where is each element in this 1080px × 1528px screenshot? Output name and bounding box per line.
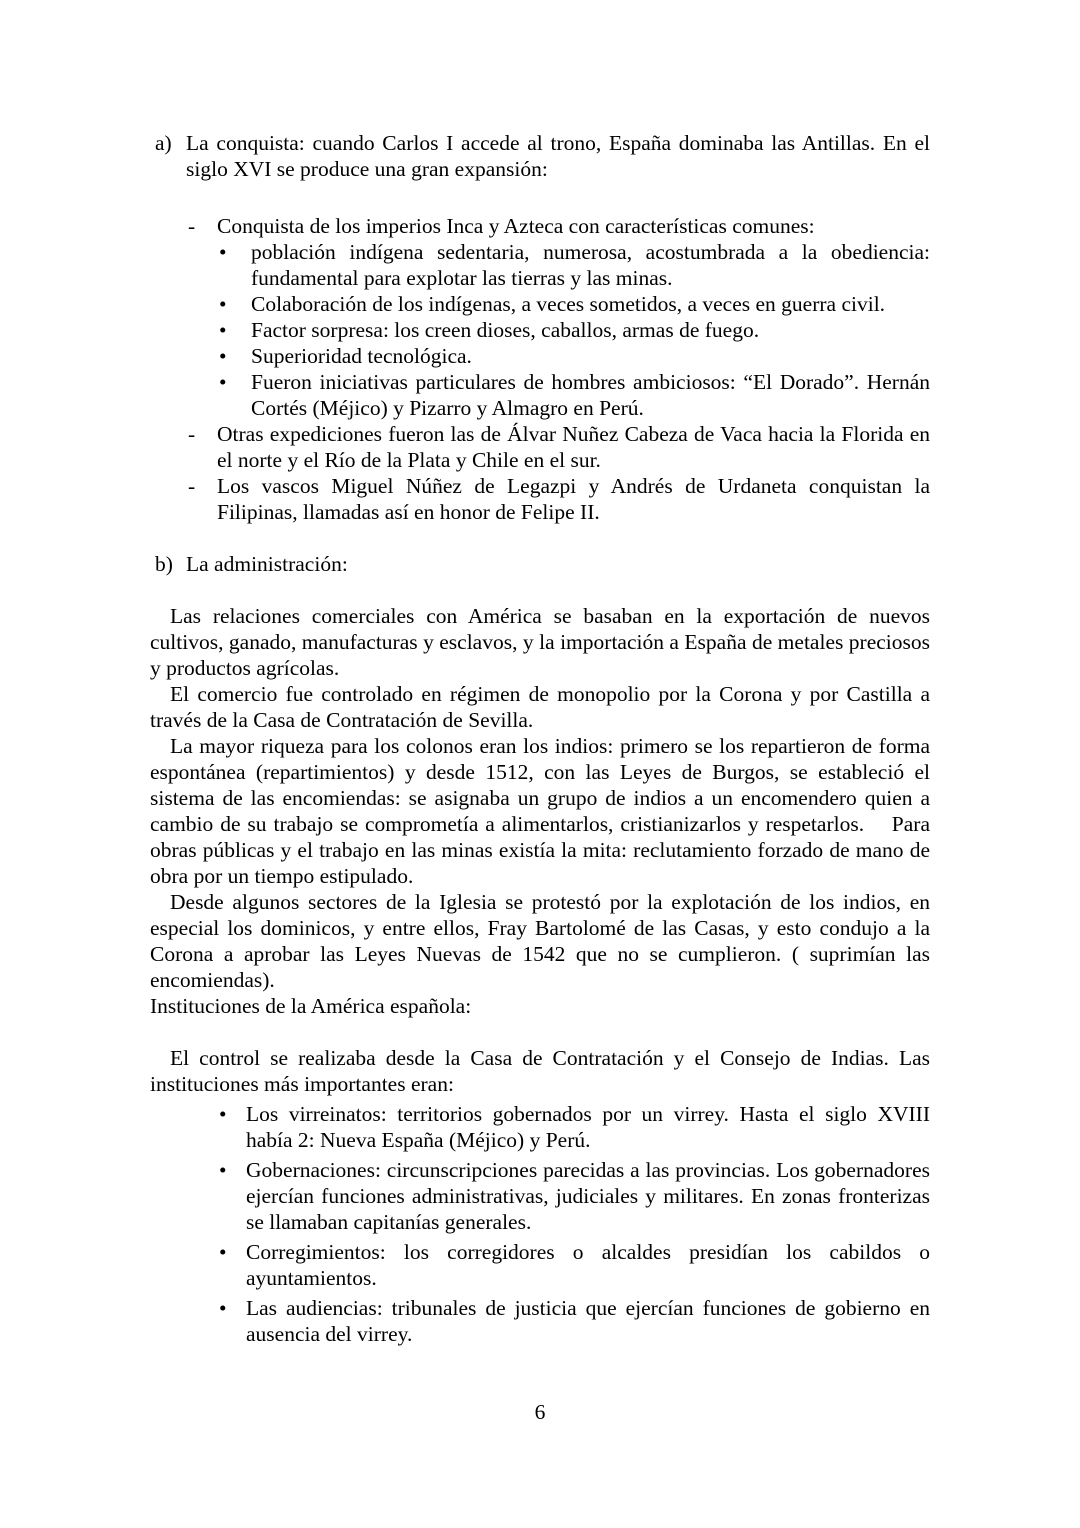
bullet-marker: • xyxy=(219,1102,227,1126)
institution-item-gobernaciones xyxy=(150,1157,930,1235)
list-item-text: Los vascos Miguel Núñez de Legazpi y Andrés de Urdaneta conquistan la Filipinas, llamadas así en honor de Felipe II. xyxy=(217,474,930,524)
institution-item-text: Corregimientos: los corregidores o alcaldes presidían los cabildos o ayuntamientos. xyxy=(246,1240,930,1290)
paragraph-iglesia: Desde algunos sectores de la Iglesia se protestó por la explotación de los indios, en especial los dominicos, y entre ellos, Fray Bartolomé de las Casas, y esto condujo a la Corona a aprobar las Leyes Nuevas de 1542 que no se cumplieron. ( suprimían las encomiendas). xyxy=(150,890,930,992)
section-a-marker: a) xyxy=(155,131,172,155)
bullet-marker: • xyxy=(219,1240,227,1264)
institution-item-audiencias xyxy=(150,1295,930,1347)
sub-bullet-iniciativas xyxy=(150,369,930,421)
bullet-marker: • xyxy=(219,318,227,342)
paragraph-instituciones-heading: Instituciones de la América española: xyxy=(150,994,472,1018)
sub-bullet-colaboracion xyxy=(150,291,930,317)
section-b xyxy=(150,551,930,577)
conquest-list xyxy=(150,213,930,525)
sub-bullet-text: población indígena sedentaria, numerosa, acostumbrada a la obediencia: fundamental para explotar las tierras y las minas. xyxy=(251,240,930,290)
document-content xyxy=(150,130,930,1347)
institution-item-text: Gobernaciones: circunscripciones parecidas a las provincias. Los gobernadores ejercían funciones administrativas, judiciales y militares. En zonas fronterizas se llamaban capitanías generales. xyxy=(246,1158,930,1234)
bullet-marker: • xyxy=(219,370,227,394)
sub-bullet-factor-sorpresa xyxy=(150,317,930,343)
dash-marker: - xyxy=(188,214,196,238)
section-a-text: La conquista: cuando Carlos I accede al trono, España dominaba las Antillas. En el siglo XVI se produce una gran expansión: xyxy=(186,131,930,181)
sub-bullet-text: Colaboración de los indígenas, a veces sometidos, a veces en guerra civil. xyxy=(251,292,886,316)
list-item-vascos xyxy=(150,473,930,525)
list-item-conquista xyxy=(150,213,930,239)
list-item-text: Conquista de los imperios Inca y Azteca con características comunes: xyxy=(217,214,815,238)
paragraph-control: El control se realizaba desde la Casa de Contratación y el Consejo de Indias. Las instituciones más importantes eran: xyxy=(150,1046,930,1096)
bullet-marker: • xyxy=(219,240,227,264)
sub-bullet-superioridad xyxy=(150,343,930,369)
bullet-marker: • xyxy=(219,344,227,368)
administration-paragraphs xyxy=(150,603,930,1019)
dash-marker: - xyxy=(188,422,196,446)
list-item-otras-expediciones xyxy=(150,421,930,473)
paragraph-relaciones: Las relaciones comerciales con América se basaban en la exportación de nuevos cultivos, ganado, manufacturas y esclavos, y la importación a España de metales preciosos y productos agrícolas. xyxy=(150,604,930,680)
bullet-marker: • xyxy=(219,1296,227,1320)
institutions-list xyxy=(150,1101,930,1347)
section-b-marker: b) xyxy=(155,552,173,576)
sub-bullet-poblacion xyxy=(150,239,930,291)
institution-item-text: Las audiencias: tribunales de justicia que ejercían funciones de gobierno en ausencia del virrey. xyxy=(246,1296,930,1346)
dash-marker: - xyxy=(188,474,196,498)
page-number: 6 xyxy=(534,1400,546,1424)
section-a xyxy=(150,130,930,182)
institution-item-virreinatos xyxy=(150,1101,930,1153)
sub-bullet-text: Factor sorpresa: los creen dioses, caballos, armas de fuego. xyxy=(251,318,760,342)
sub-bullet-text: Superioridad tecnológica. xyxy=(251,344,472,368)
sub-bullet-text: Fueron iniciativas particulares de hombres ambiciosos: “El Dorado”. Hernán Cortés (Méjico) y Pizarro y Almagro en Perú. xyxy=(251,370,930,420)
bullet-marker: • xyxy=(219,1158,227,1182)
paragraph-riqueza: La mayor riqueza para los colonos eran los indios: primero se los repartieron de forma espontánea (repartimientos) y desde 1512, con las Leyes de Burgos, se estableció el sistema de las encomiendas: se asignaba un grupo de indios a un encomendero quien a cambio de su trabajo se comprometía a alimentarlos, cristianizarlos y respetarlos. Para obras públicas y el trabajo en las minas existía la mita: reclutamiento forzado de mano de obra por un tiempo estipulado. xyxy=(150,734,930,888)
paragraph-comercio: El comercio fue controlado en régimen de monopolio por la Corona y por Castilla a través de la Casa de Contratación de Sevilla. xyxy=(150,682,930,732)
institution-item-corregimientos xyxy=(150,1239,930,1291)
list-item-text: Otras expediciones fueron las de Álvar Nuñez Cabeza de Vaca hacia la Florida en el norte y el Río de la Plata y Chile en el sur. xyxy=(217,422,930,472)
institution-item-text: Los virreinatos: territorios gobernados por un virrey. Hasta el siglo XVIII había 2: Nueva España (Méjico) y Perú. xyxy=(246,1102,930,1152)
section-b-text: La administración: xyxy=(186,552,348,576)
bullet-marker: • xyxy=(219,292,227,316)
